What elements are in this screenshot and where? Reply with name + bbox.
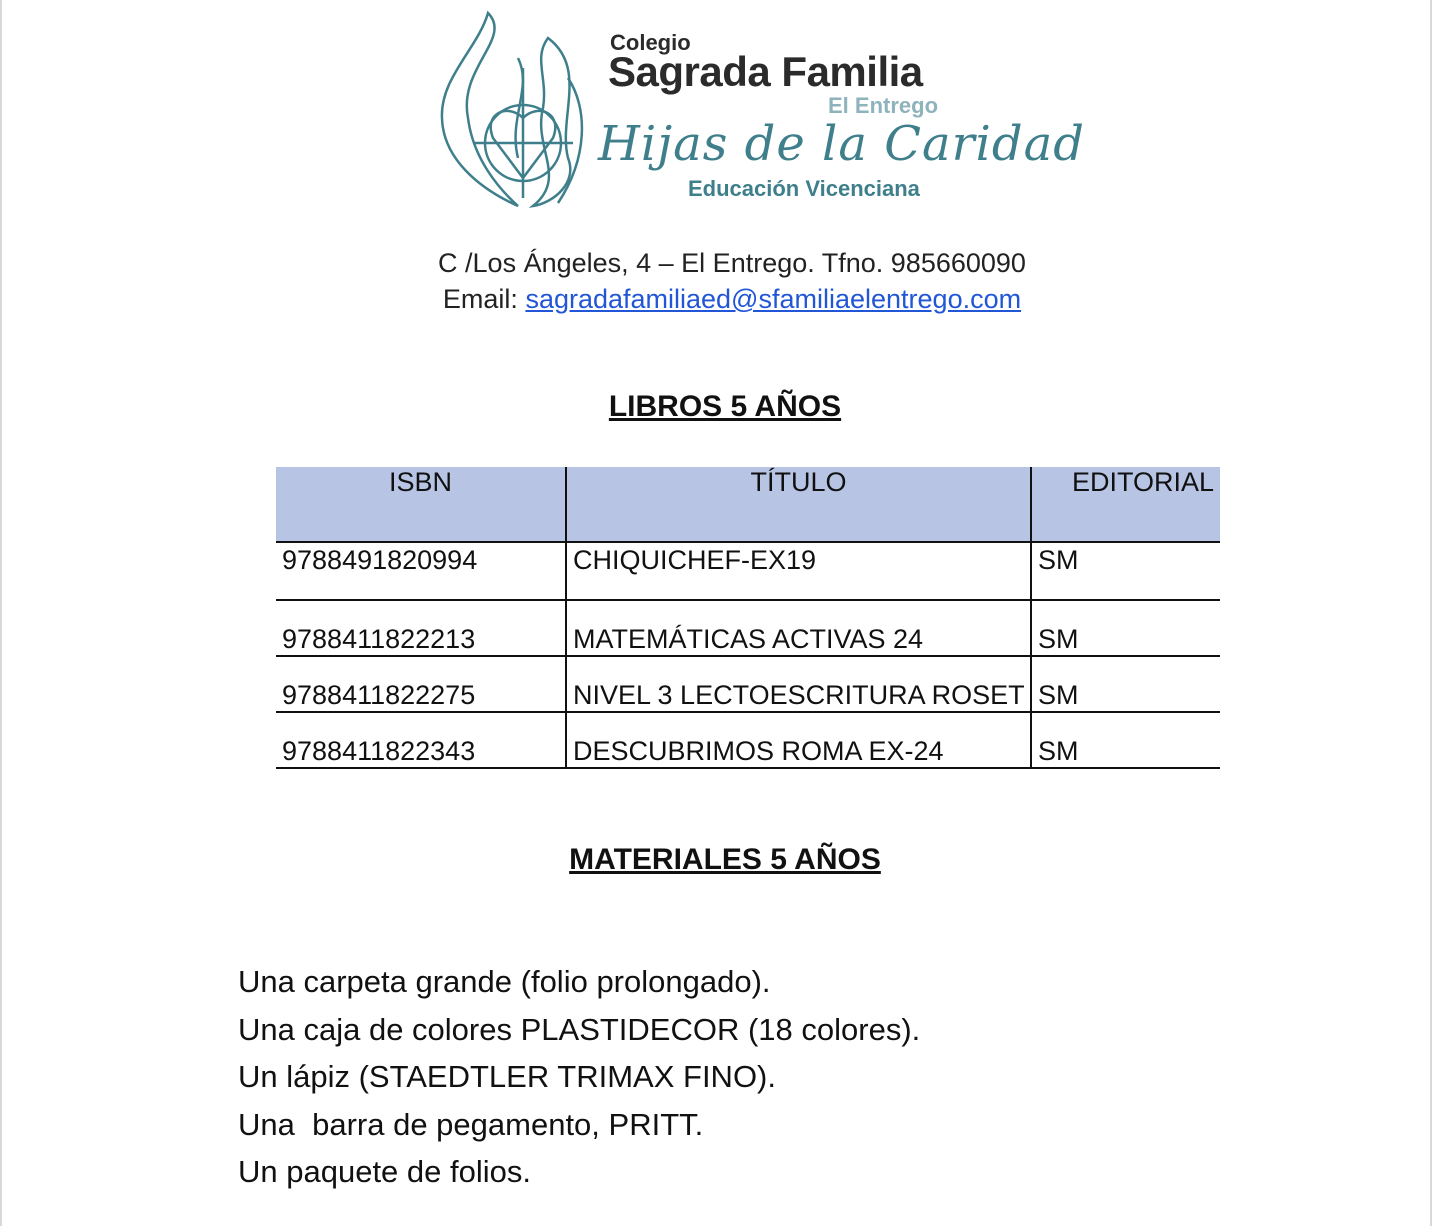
logo-label-colegio: Colegio bbox=[610, 30, 691, 55]
list-item: Una carpeta grande (folio prolongado). bbox=[238, 964, 771, 999]
column-header-titulo: TÍTULO bbox=[566, 467, 1031, 542]
books-table bbox=[276, 467, 1220, 769]
list-item: Un lápiz (STAEDTLER TRIMAX FINO). bbox=[238, 1059, 776, 1094]
publisher-cell: SM bbox=[1031, 542, 1220, 600]
title-cell: CHIQUICHEF-EX19 bbox=[566, 542, 1031, 600]
table-header-row bbox=[276, 467, 1220, 542]
isbn-cell: 9788411822275 bbox=[276, 656, 566, 712]
list-item: Una caja de colores PLASTIDECOR (18 colores). bbox=[238, 1011, 921, 1047]
isbn-cell: 9788411822343 bbox=[276, 712, 566, 768]
table-row bbox=[276, 656, 1220, 712]
logo-school-name: Sagrada Familia bbox=[608, 48, 923, 95]
isbn-cell: 9788411822213 bbox=[276, 600, 566, 656]
list-item: Un paquete de folios. bbox=[238, 1154, 531, 1189]
table-row bbox=[276, 542, 1220, 600]
publisher-cell: SM bbox=[1031, 600, 1220, 656]
list-item: Una barra de pegamento, PRITT. bbox=[238, 1106, 704, 1142]
title-cell: NIVEL 3 LECTOESCRITURA ROSET bbox=[566, 656, 1031, 712]
email-link[interactable]: sagradafamiliaed@sfamiliaelentrego.com bbox=[525, 284, 1022, 314]
logo-script-text: Hijas de la Caridad bbox=[598, 116, 1085, 172]
column-header-editorial: EDITORIAL bbox=[1031, 467, 1220, 542]
flame-heart-icon bbox=[438, 8, 608, 213]
publisher-cell: SM bbox=[1031, 712, 1220, 768]
materials-section-title: MATERIALES 5 AÑOS bbox=[569, 843, 881, 876]
email-label: Email: bbox=[442, 284, 526, 314]
email-line bbox=[2, 284, 1432, 315]
school-logo bbox=[438, 8, 1085, 213]
table-row bbox=[276, 712, 1220, 768]
logo-town: El Entrego bbox=[828, 93, 939, 118]
materials-list bbox=[238, 958, 920, 1196]
address-line: C /Los Ángeles, 4 – El Entrego. Tfno. 985660090 bbox=[438, 248, 1026, 278]
books-section-title: LIBROS 5 AÑOS bbox=[608, 390, 842, 423]
title-cell: DESCUBRIMOS ROMA EX-24 bbox=[566, 712, 1031, 768]
logo-tagline: Educación Vicenciana bbox=[688, 176, 920, 201]
isbn-cell: 9788491820994 bbox=[276, 542, 566, 600]
title-cell: MATEMÁTICAS ACTIVAS 24 bbox=[566, 600, 1031, 656]
column-header-isbn: ISBN bbox=[276, 467, 566, 542]
table-row bbox=[276, 600, 1220, 656]
publisher-cell: SM bbox=[1031, 656, 1220, 712]
